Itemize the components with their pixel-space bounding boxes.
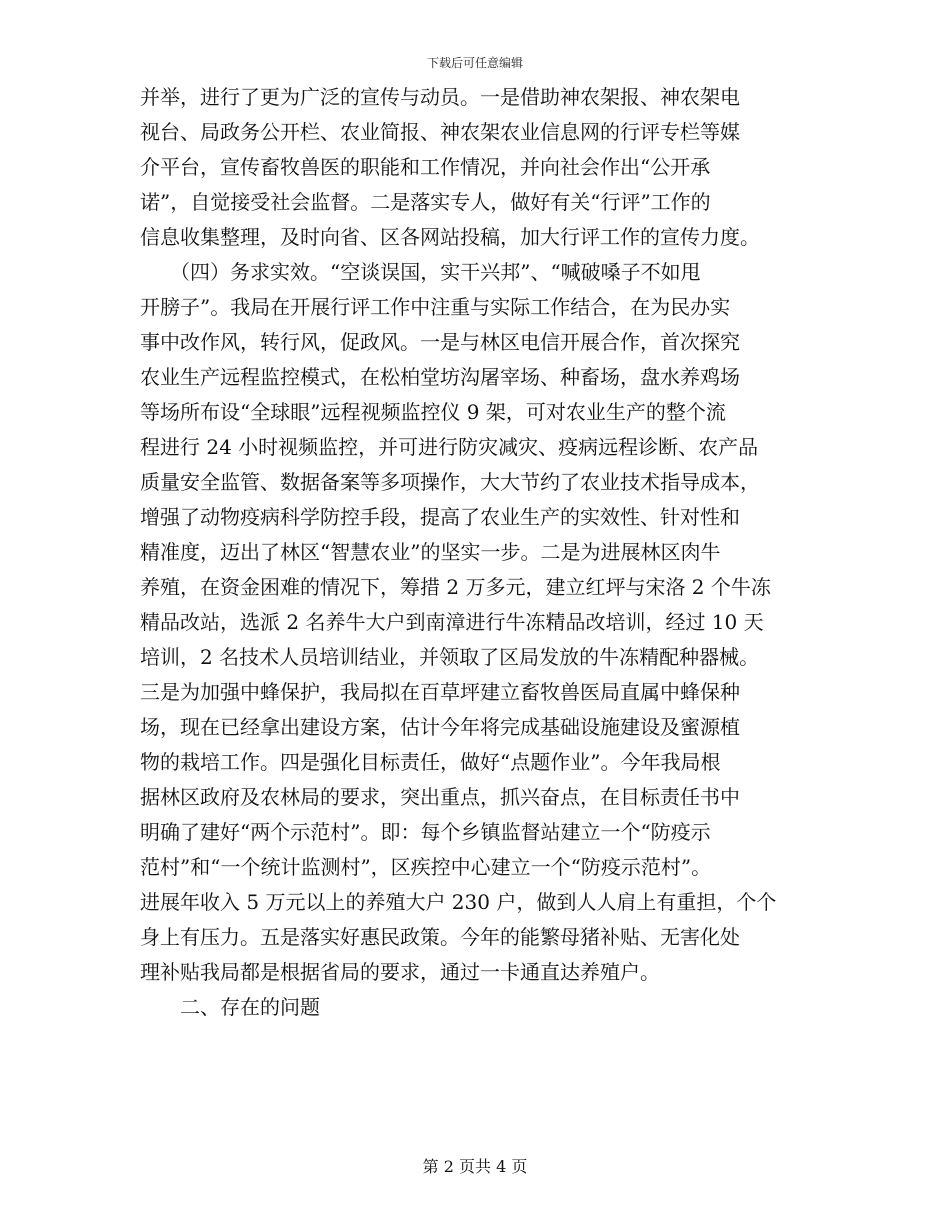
text-line: 开膀子”。我局在开展行评工作中注重与实际工作结合，在为民办实: [140, 295, 731, 319]
text-line: 程进行 24 小时视频监控，并可进行防灾减灾、疫病远程诊断、农产品: [140, 435, 759, 459]
text-line: 质量安全监管、数据备案等多项操作，大大节约了农业技术指导成本，: [140, 470, 760, 494]
text-line: 场，现在已经拿出建设方案，估计今年将完成基础设施建设及蜜源植: [140, 715, 740, 739]
text-line: 精品改站，选派 2 名养牛大户到南漳进行牛冻精品改培训，经过 10 天: [140, 610, 764, 634]
text-line: 明确了建好“两个示范村”。即：每个乡镇监督站建立一个“防疫示: [140, 820, 711, 844]
text-line: 信息收集整理，及时向省、区各网站投稿，加大行评工作的宣传力度。: [140, 225, 760, 249]
text-line: 培训，2 名技术人员培训结业，并领取了区局发放的牛冻精配种器械。: [140, 645, 760, 669]
text-line: 事中改作风，转行风，促政风。一是与林区电信开展合作，首次探究: [140, 330, 740, 354]
text-line: 物的栽培工作。四是强化目标责任，做好“点题作业”。今年我局根: [140, 750, 721, 774]
page-header: 下载后可任意编辑: [426, 56, 523, 70]
text-line: 养殖，在资金困难的情况下，筹措 2 万多元，建立红坪与宋洛 2 个牛冻: [140, 575, 771, 599]
text-line: 介平台，宣传畜牧兽医的职能和工作情况，并向社会作出“公开承: [140, 155, 711, 179]
text-line: 等场所布设“全球眼”远程视频监控仪 9 架，可对农业生产的整个流: [140, 400, 726, 424]
text-line: 诺”，自觉接受社会监督。二是落实专人，做好有关“行评”工作的: [140, 190, 711, 214]
text-line: 理补贴我局都是根据省局的要求，通过一卡通直达养殖户。: [140, 960, 660, 984]
section-heading-line: （四）务求实效。“空谈误国，实干兴邦”、“喊破嗓子不如甩: [140, 260, 701, 284]
text-line: 增强了动物疫病科学防控手段，提高了农业生产的实效性、针对性和: [140, 505, 740, 529]
text-line: 进展年收入 5 万元以上的养殖大户 230 户，做到人人肩上有重担，个个: [140, 890, 777, 914]
section-heading-line: 二、存在的问题: [140, 995, 320, 1019]
text-line: 农业生产远程监控模式，在松柏堂坊沟屠宰场、种畜场，盘水养鸡场: [140, 365, 740, 389]
text-line: 据林区政府及农林局的要求，突出重点，抓兴奋点，在目标责任书中: [140, 785, 740, 809]
document-body: [140, 80, 820, 1025]
text-line: 精准度，迈出了林区“智慧农业”的坚实一步。二是为进展林区肉牛: [140, 540, 721, 564]
text-line: 三是为加强中蜂保护，我局拟在百草坪建立畜牧兽医局直属中蜂保种: [140, 680, 740, 704]
page-number-footer: 第 2 页共 4 页: [422, 1157, 528, 1176]
text-line: 视台、局政务公开栏、农业简报、神农架农业信息网的行评专栏等媒: [140, 120, 740, 144]
text-line: 并举，进行了更为广泛的宣传与动员。一是借助神农架报、神农架电: [140, 85, 740, 109]
text-line: 范村”和“一个统计监测村”，区疾控中心建立一个“防疫示范村”。: [140, 855, 712, 879]
text-line: 身上有压力。五是落实好惠民政策。今年的能繁母猪补贴、无害化处: [140, 925, 740, 949]
